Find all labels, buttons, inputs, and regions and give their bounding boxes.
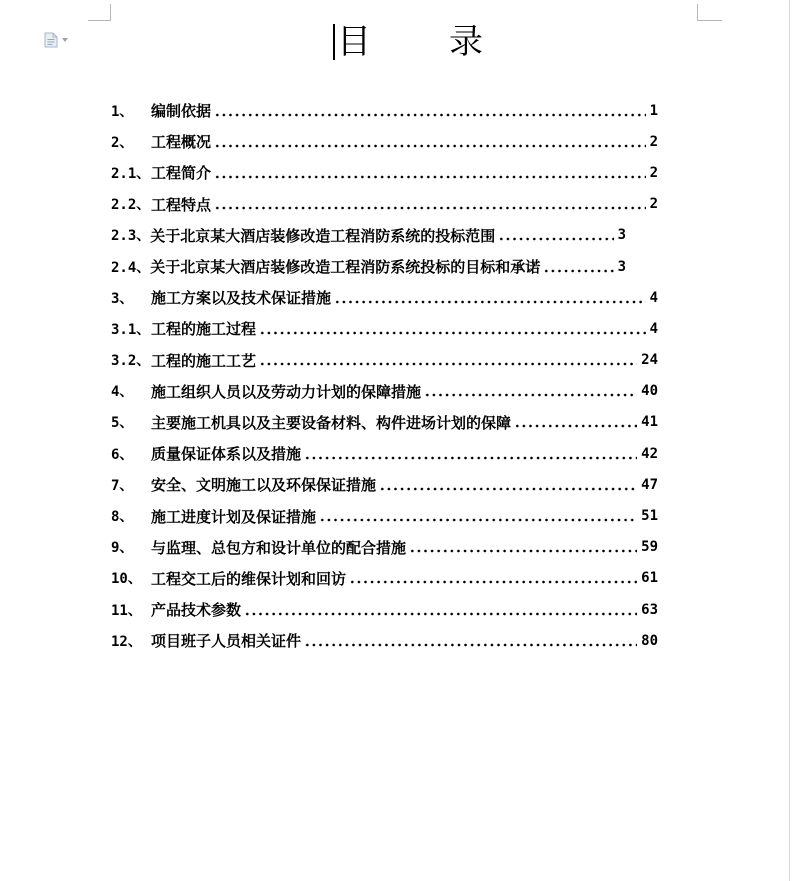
toc-dot-leader	[514, 424, 637, 428]
toc-entry-title: 质量保证体系以及措施	[151, 445, 302, 464]
toc-dot-leader	[304, 643, 637, 647]
toc-entry-page: 2	[649, 133, 658, 150]
toc-entry-number: 2.2、	[111, 197, 151, 214]
toc-entry[interactable]	[111, 376, 658, 407]
title-char-2: 录	[449, 22, 483, 62]
page-title	[337, 20, 483, 64]
table-of-contents	[111, 95, 658, 656]
toc-entry-number: 7、	[111, 477, 134, 494]
toc-entry-number: 8、	[111, 509, 134, 526]
toc-entry-number: 3.2、	[111, 353, 151, 370]
toc-entry-page: 2	[649, 196, 658, 213]
toc-entry-title: 工程概况	[151, 133, 212, 152]
toc-dot-leader	[214, 144, 646, 148]
toc-entry-title: 关于北京某大酒店装修改造工程消防系统的投标范围	[150, 226, 496, 245]
toc-entry[interactable]	[111, 313, 658, 344]
toc-entry[interactable]	[111, 594, 658, 625]
toc-entry-number: 9、	[111, 540, 134, 557]
toc-entry-title: 施工进度计划及保证措施	[151, 507, 317, 526]
toc-dot-leader	[304, 456, 637, 460]
toc-entry-title: 工程交工后的维保计划和回访	[151, 569, 347, 588]
toc-dot-leader	[498, 237, 613, 241]
toc-entry-number: 6、	[111, 446, 134, 463]
toc-entry-title: 安全、文明施工以及环保保证措施	[151, 476, 377, 495]
toc-entry[interactable]	[111, 126, 658, 157]
toc-entry-number: 2、	[111, 134, 134, 151]
toc-entry[interactable]	[111, 189, 658, 220]
toc-entry-number: 2.3、	[111, 228, 151, 245]
toc-entry[interactable]	[111, 500, 658, 531]
document-icon	[44, 32, 58, 48]
toc-entry-title: 工程的施工工艺	[151, 351, 257, 370]
toc-entry-title: 关于北京某大酒店装修改造工程消防系统投标的目标和承诺	[150, 258, 541, 277]
toc-entry-number: 4、	[111, 384, 134, 401]
toc-entry[interactable]	[111, 625, 658, 656]
toc-entry-page: 51	[641, 508, 658, 525]
toc-entry[interactable]	[111, 438, 658, 469]
toc-entry-page: 2	[649, 164, 658, 181]
toc-entry-page: 24	[641, 352, 658, 369]
toc-entry-title: 编制依据	[151, 102, 212, 121]
toc-entry[interactable]	[111, 95, 658, 126]
toc-entry-number: 1、	[111, 103, 134, 120]
page-edge	[789, 0, 790, 881]
toc-dot-leader	[244, 612, 637, 616]
crop-mark-top-left	[88, 4, 111, 21]
toc-dot-leader	[379, 487, 637, 491]
toc-entry-title: 工程的施工过程	[151, 320, 257, 339]
toc-entry-number: 3、	[111, 290, 134, 307]
toc-entry-page: 80	[641, 632, 658, 649]
toc-entry-number: 12、	[111, 633, 142, 650]
toc-entry-number: 2.4、	[111, 259, 151, 276]
toc-dot-leader	[214, 113, 646, 117]
toc-entry-title: 项目班子人员相关证件	[151, 632, 302, 651]
toc-dot-leader	[334, 300, 646, 304]
toc-entry-title: 施工方案以及技术保证措施	[151, 289, 332, 308]
toc-entry-number: 3.1、	[111, 321, 151, 338]
toc-entry-number: 5、	[111, 415, 134, 432]
toc-entry[interactable]	[111, 563, 658, 594]
crop-mark-top-right	[697, 4, 722, 21]
toc-entry-title: 产品技术参数	[151, 601, 242, 620]
toc-entry[interactable]	[111, 469, 658, 500]
toc-entry-page: 4	[649, 320, 658, 337]
toc-entry-title: 工程简介	[151, 164, 212, 183]
chevron-down-icon	[62, 38, 68, 42]
toc-entry-number: 2.1、	[111, 165, 151, 182]
toc-entry-page: 3	[617, 227, 626, 244]
toc-entry-page: 4	[649, 289, 658, 306]
toc-entry-page: 1	[649, 102, 658, 119]
toc-dot-leader	[259, 331, 646, 335]
toc-dot-leader	[214, 175, 646, 179]
toc-entry-page: 59	[641, 539, 658, 556]
toc-dot-leader	[349, 580, 637, 584]
toc-entry-page: 42	[641, 445, 658, 462]
toc-entry[interactable]	[111, 157, 658, 188]
toc-dot-leader	[214, 206, 646, 210]
toc-entry-page: 61	[641, 570, 658, 587]
toc-dot-leader	[543, 269, 613, 273]
toc-entry-page: 41	[641, 414, 658, 431]
toc-entry[interactable]	[111, 345, 658, 376]
toc-entry-title: 主要施工机具以及主要设备材料、构件进场计划的保障	[151, 413, 512, 432]
title-char-1: 目	[337, 22, 371, 62]
toc-entry[interactable]	[111, 220, 658, 251]
toc-dot-leader	[409, 549, 637, 553]
toc-entry-page: 47	[641, 476, 658, 493]
toc-dot-leader	[424, 393, 637, 397]
toc-entry-page: 63	[641, 601, 658, 618]
toc-entry-page: 40	[641, 383, 658, 400]
toc-dot-leader	[259, 362, 637, 366]
toc-entry[interactable]	[111, 407, 658, 438]
toc-entry[interactable]	[111, 282, 658, 313]
toc-entry-page: 3	[617, 258, 626, 275]
toc-entry-title: 与监理、总包方和设计单位的配合措施	[151, 538, 407, 557]
toc-entry[interactable]	[111, 251, 658, 282]
toc-entry-title: 工程特点	[151, 195, 212, 214]
toc-dot-leader	[319, 518, 637, 522]
toc-entry-title: 施工组织人员以及劳动力计划的保障措施	[151, 382, 422, 401]
toc-entry-number: 10、	[111, 571, 142, 588]
toc-entry[interactable]	[111, 532, 658, 563]
text-cursor	[333, 24, 335, 60]
document-menu-button[interactable]	[44, 32, 68, 48]
toc-entry-number: 11、	[111, 602, 142, 619]
